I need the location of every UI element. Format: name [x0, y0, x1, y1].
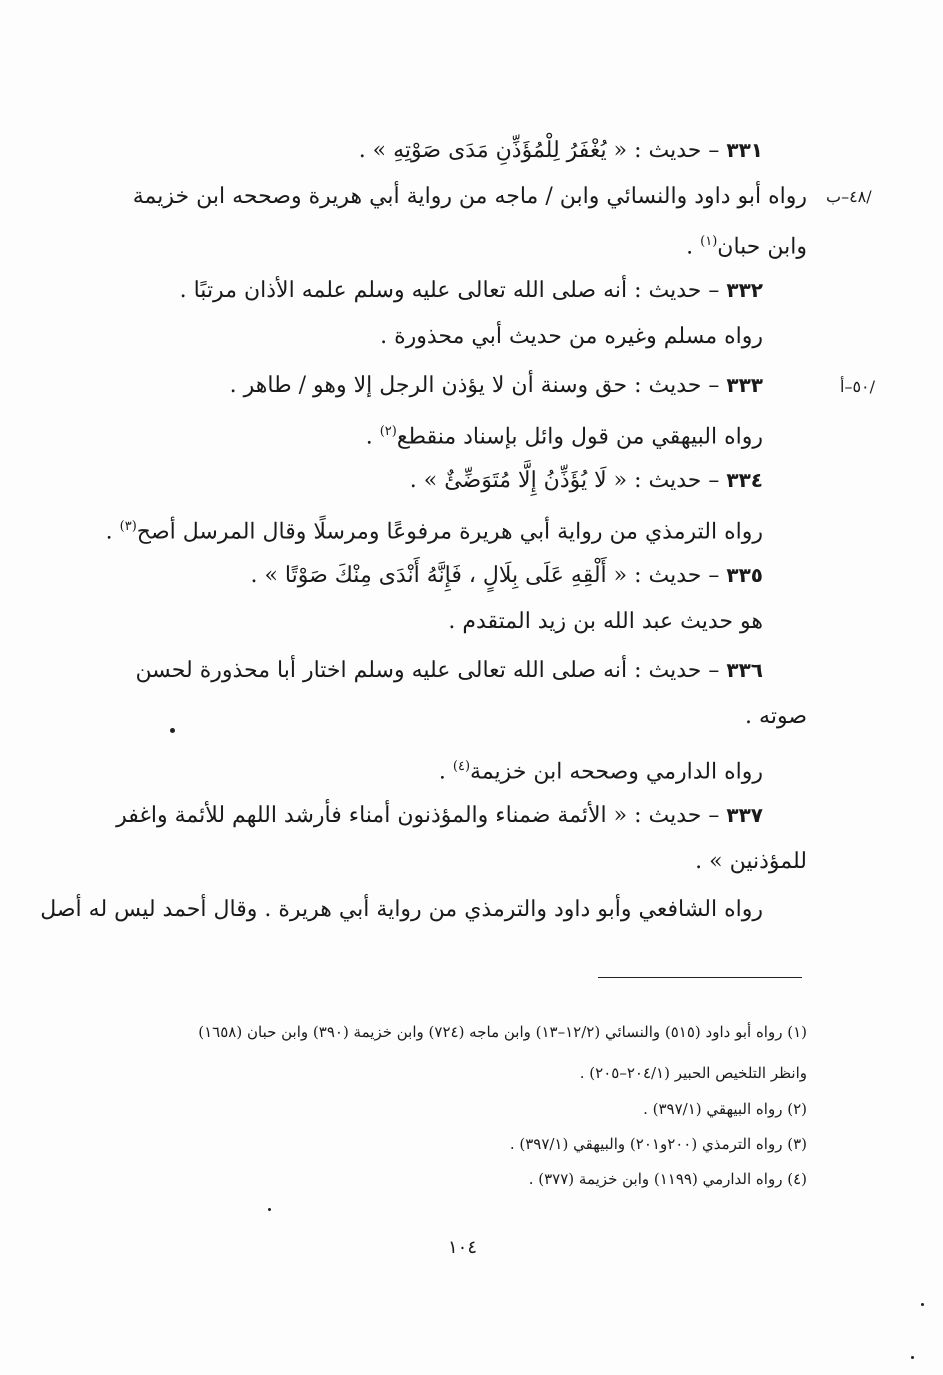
hadith-number: ٣٣٢ [726, 278, 763, 302]
page-number: ١٠٤ [448, 1237, 478, 1258]
footnote-4: (٤) رواه الدارمي (١١٩٩) وابن خزيمة (٣٧٧) . [528, 1170, 807, 1188]
source-line: وابن حبان$^{(١)}$ . [686, 234, 807, 260]
hadith-336-continuation: صوته . [745, 704, 807, 729]
hadith-number: ٣٣١ [726, 138, 763, 162]
hadith-332-line [180, 275, 763, 306]
hadith-text: – حديث : « لَا يُؤَذِّنُ إِلَّا مُتَوَضِّئٌ » . [409, 468, 720, 493]
hadith-text: – حديث : « أَلْقِهِ عَلَى بِلَالٍ ، فَإِنَّهُ أَنْدَى مِنْكَ صَوْتًا » . [250, 563, 720, 588]
margin-note: /٥٠–أ [840, 377, 876, 396]
source-line: رواه البيهقي من قول وائل بإسناد منقطع$^{(٢)}$ . [365, 424, 763, 450]
source-line: رواه أبو داود والنسائي وابن / ماجه من رواية أبي هريرة وصححه ابن خزيمة [132, 184, 807, 209]
footnote-ref: (١) [700, 234, 718, 249]
hadith-337-line [116, 800, 763, 831]
footnote-ref: (٢) [379, 424, 397, 439]
source-line: رواه مسلم وغيره من حديث أبي محذورة . [380, 324, 763, 349]
source-line: رواه الدارمي وصححه ابن خزيمة$^{(٤)}$ . [438, 759, 763, 785]
ink-speck [170, 728, 175, 733]
footnote-1: (١) رواه أبو داود (٥١٥) والنسائي (١٢/٢–١٣) وابن ماجه (٧٢٤) وابن خزيمة (٣٩٠) وابن حبان (١٦٥٨) [198, 1023, 807, 1041]
hadith-331-line [359, 135, 763, 166]
footnote-2: (٢) رواه البيهقي (٣٩٧/١) . [643, 1100, 807, 1118]
hadith-text: – حديث : أنه صلى الله تعالى عليه وسلم اختار أبا محذورة لحسن [135, 658, 720, 683]
hadith-335-line [250, 560, 763, 591]
hadith-number: ٣٣٣ [726, 373, 763, 397]
hadith-333-line [230, 370, 763, 401]
hadith-337-continuation: للمؤذنين » . [695, 849, 807, 874]
footnote-1-continuation: وانظر التلخيص الحبير (٢٠٤/١–٢٠٥) . [579, 1064, 807, 1082]
footnote-separator [598, 977, 802, 978]
hadith-number: ٣٣٦ [726, 658, 763, 682]
source-line: هو حديث عبد الله بن زيد المتقدم . [448, 609, 763, 634]
footnote-3: (٣) رواه الترمذي (٢٠٠و٢٠١) والبيهقي (٣٩٧/١) . [509, 1135, 807, 1153]
hadith-334-line [410, 465, 763, 496]
hadith-number: ٣٣٤ [726, 468, 763, 492]
source-line: رواه الشافعي وأبو داود والترمذي من رواية أبي هريرة . وقال أحمد ليس له أصل [40, 897, 763, 922]
footnote-ref: (٤) [452, 759, 471, 774]
footnote-ref: (٣) [119, 519, 137, 534]
margin-note: /٤٨–ب [826, 187, 872, 206]
ink-speck [268, 1208, 271, 1211]
hadith-text: – حديث : أنه صلى الله تعالى عليه وسلم علمه الأذان مرتبًا . [179, 278, 720, 303]
ink-speck [911, 1356, 914, 1359]
hadith-number: ٣٣٧ [726, 803, 763, 827]
ink-speck [921, 1303, 924, 1306]
hadith-text: – حديث : حق وسنة أن لا يؤذن الرجل إلا وهو / طاهر . [229, 373, 720, 398]
hadith-336-line [135, 655, 763, 686]
hadith-text: – حديث : « الأئمة ضمناء والمؤذنون أمناء فأرشد اللهم للأئمة واغفر [116, 803, 720, 828]
hadith-text: – حديث : « يُغْفَرُ لِلْمُؤَذِّنِ مَدَى صَوْتِهِ » . [358, 138, 720, 163]
hadith-number: ٣٣٥ [726, 563, 763, 587]
source-line: رواه الترمذي من رواية أبي هريرة مرفوعًا ومرسلًا وقال المرسل أصح$^{(٣)}$ . [105, 519, 763, 545]
